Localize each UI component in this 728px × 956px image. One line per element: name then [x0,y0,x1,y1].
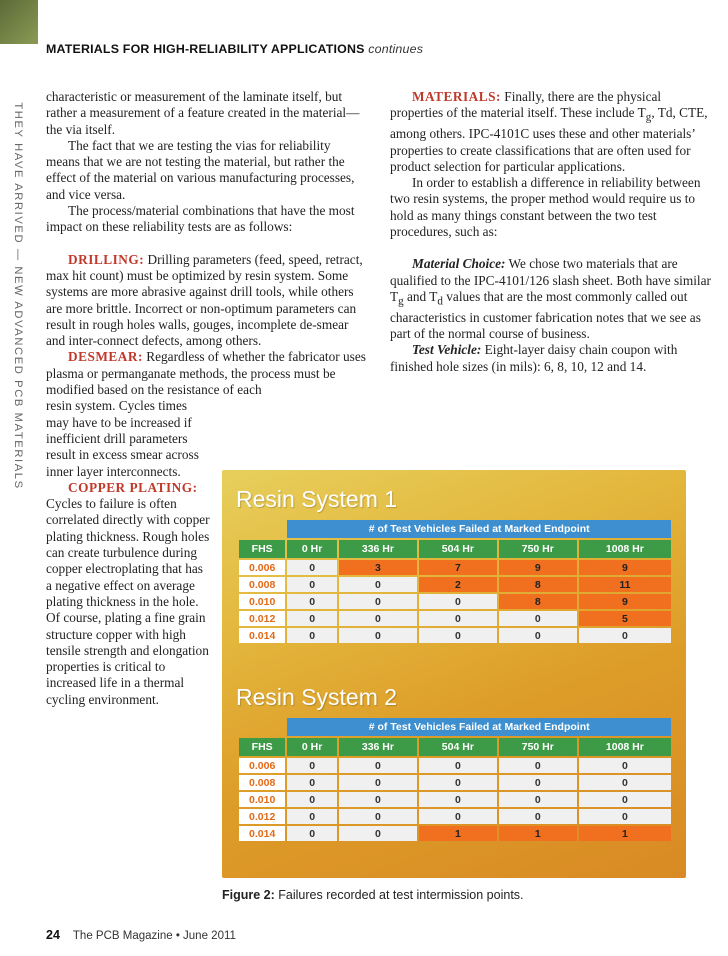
table-row [239,775,671,790]
table-row [239,792,671,807]
table-cell: 1 [499,826,577,841]
materials-label: MATERIALS: [412,89,501,104]
table-cell: 0 [287,611,337,626]
column-header: 0 Hr [287,738,337,756]
paragraph: characteristic or measurement of the laminate itself, but rather a measurement of a feature created in the material—the via itself. [46,89,360,137]
resin-system-2-title: Resin System 2 [236,684,398,710]
column-header: 1008 Hr [579,540,671,558]
table-cell: 0 [499,758,577,773]
column-header: 336 Hr [339,738,417,756]
fhs-cell: 0.014 [239,826,285,841]
fhs-cell: 0.006 [239,560,285,575]
fhs-cell: 0.010 [239,792,285,807]
table-cell: 0 [499,628,577,643]
fhs-cell: 0.008 [239,577,285,592]
table-cell: 0 [419,758,497,773]
fhs-cell: 0.008 [239,775,285,790]
fhs-cell: 0.010 [239,594,285,609]
fhs-cell: 0.012 [239,809,285,824]
column-header: FHS [239,540,285,558]
drilling-label: DRILLING: [68,251,145,267]
table-row [239,560,671,575]
table-cell: 0 [339,577,417,592]
table-cell: 0 [287,560,337,575]
table-cell: 0 [419,628,497,643]
table-cell: 9 [579,560,671,575]
table-cell: 11 [579,577,671,592]
page-number: 24 [46,928,60,942]
paragraph-desmear-cont: resin system. Cycles times may have to be increased if inefficient drill parameters result in excess smear across inner layer interconnects. [46,398,199,479]
table-cell: 0 [287,594,337,609]
copper-label: COPPER PLATING: [68,479,198,495]
table-cell: 0 [339,809,417,824]
table-cell: 0 [287,809,337,824]
table-cell: 0 [339,594,417,609]
header-continues: continues [368,42,424,56]
table-cell: 0 [419,792,497,807]
table-cell: 7 [419,560,497,575]
table-cell: 0 [339,758,417,773]
text-column-right [390,89,715,375]
paragraph-materials: MATERIALS: Finally, there are the physical properties of the material itself. These include $T_g$, Td, CTE, among others. IPC-4101C uses these and other materials’ properties to create classifications that are often used for product selection for particular applications. [390,89,708,174]
table-header: # of Test Vehicles Failed at Marked Endpoint [287,520,671,538]
table-row [239,826,671,841]
table-cell: 0 [287,758,337,773]
table-cell: 0 [579,809,671,824]
table-row [239,611,671,626]
table-cell: 1 [419,826,497,841]
table-row [239,594,671,609]
table-cell: 3 [339,560,417,575]
footer-text: The PCB Magazine • June 2011 [72,930,236,942]
table-row [239,628,671,643]
table-cell: 0 [579,775,671,790]
table-cell: 0 [419,775,497,790]
running-header [46,42,423,56]
table-cell: 0 [579,758,671,773]
paragraph-test-vehicle: Test Vehicle: Eight-layer daisy chain coupon with finished hole sizes (in mils): 6, 8, 10, 12 and 14. [390,342,678,374]
table-cell: 0 [419,809,497,824]
table-cell: 9 [579,594,671,609]
table-cell: 0 [499,611,577,626]
table-cell: 0 [339,628,417,643]
paragraph-drilling: DRILLING: Drilling parameters (feed, speed, retract, max hit count) must be optimized by resin system. Some systems are more abrasive against drill tools, while others are more brittle. Incorrect or non-optimum parameters can result in rough holes walls, gouges, incomplete de-smear and inter-connect defects, among others. [46,251,363,349]
table-cell: 0 [287,792,337,807]
table-cell: 0 [339,792,417,807]
table-row [239,758,671,773]
table-cell: 9 [499,560,577,575]
desmear-label: DESMEAR: [68,349,143,365]
fhs-cell: 0.006 [239,758,285,773]
table-cell: 0 [339,826,417,841]
column-header: 0 Hr [287,540,337,558]
fhs-cell: 0.014 [239,628,285,643]
table-cell: 0 [579,792,671,807]
table-cell: 1 [579,826,671,841]
table-cell: 5 [579,611,671,626]
caption-label: Figure 2: [222,888,275,902]
table-cell: 0 [287,628,337,643]
resin-system-2-table [237,716,673,843]
resin-system-1-table [237,518,673,645]
table-row [239,809,671,824]
column-header: 750 Hr [499,540,577,558]
table-cell: 0 [287,577,337,592]
paragraph: In order to establish a difference in reliability between two resin systems, the proper method would require us to hold as many things constant between the two test procedures, such as: [390,175,701,240]
corner-decoration [0,0,38,44]
test-vehicle-label: Test Vehicle: [412,342,482,358]
sidebar-text: THEY HAVE ARRIVED — NEW ADVANCED PCB MATERIALS [12,102,24,490]
paragraph: The fact that we are testing the vias for reliability means that we are not testing the material, but rather the effect of the material on various manufacturing processes, and vice versa. [46,137,355,202]
column-header: 750 Hr [499,738,577,756]
table-cell: 8 [499,594,577,609]
table-cell: 0 [499,809,577,824]
column-header: FHS [239,738,285,756]
paragraph-material-choice: Material Choice: We chose two materials that are qualified to the IPC-4101/126 slash sheet. Both have similar $T_g$ and $T_d$ values that are the most commonly called out characteristics in customer fabrication notes that we see as part of the normal course of business. [390,256,711,342]
table-cell: 0 [499,792,577,807]
table-cell: 0 [579,628,671,643]
paragraph-copper: COPPER PLATING: Cycles to failure is often correlated directly with copper plating thickness. Rough holes can create turbulence during copper electroplating that has a negative effect on average plating thickness in the hole. Of course, plating a fine grain structure copper with high tensile strength and elongation properties is critical to increased life in a thermal cycling environment. [46,479,210,707]
column-header: 504 Hr [419,738,497,756]
figure-caption: Figure 2: Failures recorded at test intermission points. [222,888,524,902]
table-cell: 0 [287,826,337,841]
table-cell: 0 [339,611,417,626]
column-header: 1008 Hr [579,738,671,756]
table-cell: 0 [287,775,337,790]
table-cell: 0 [499,775,577,790]
table-row [239,577,671,592]
fhs-cell: 0.012 [239,611,285,626]
table-cell: 0 [339,775,417,790]
material-choice-label: Material Choice: [412,256,506,272]
paragraph-desmear: DESMEAR: Regardless of whether the fabricator uses plasma or permanganate methods, the process must be modified based on the resistance of each [46,349,366,398]
resin-system-1-title: Resin System 1 [236,486,398,512]
table-cell: 0 [419,611,497,626]
paragraph: The process/material combinations that have the most impact on these reliability tests are as follows: [46,203,355,235]
table-cell: 8 [499,577,577,592]
figure-2 [222,470,686,878]
header-title: MATERIALS FOR HIGH-RELIABILITY APPLICATIONS [46,42,365,56]
sidebar-running-head [6,66,30,526]
table-cell: 0 [419,594,497,609]
table-cell: 2 [419,577,497,592]
column-header: 504 Hr [419,540,497,558]
page-footer [46,928,236,942]
table-header: # of Test Vehicles Failed at Marked Endpoint [287,718,671,736]
column-header: 336 Hr [339,540,417,558]
